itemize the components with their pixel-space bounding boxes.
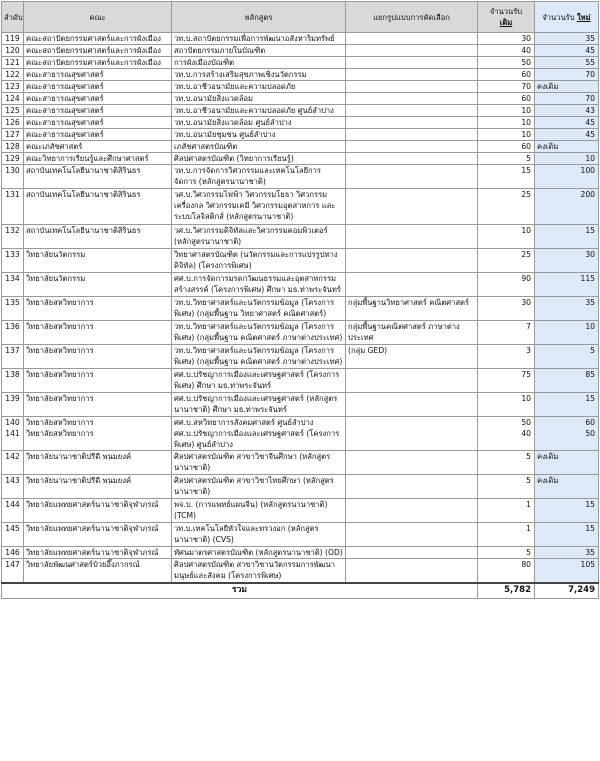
selection-group-cell bbox=[346, 249, 478, 273]
old-quota-cell: 5 bbox=[478, 451, 535, 475]
selection-group-cell bbox=[346, 369, 478, 393]
program-cell: วศ.บ.วิศวกรรมดิจิทัลและวิศวกรรมคอมพิวเตอร์ (หลักสูตรนานาชาติ) bbox=[172, 225, 346, 249]
header-new-quota-line2: ใหม่ bbox=[576, 12, 591, 22]
old-quota-cell: 80 bbox=[478, 559, 535, 583]
old-quota-cell: 5 bbox=[478, 153, 535, 165]
table-row bbox=[2, 153, 599, 165]
old-quota-cell: 60 bbox=[478, 93, 535, 105]
new-quota-cell: 45 bbox=[535, 117, 599, 129]
old-quota-cell: 15 bbox=[478, 165, 535, 189]
selection-group-cell bbox=[346, 81, 478, 93]
old-quota-cell: 60 bbox=[478, 69, 535, 81]
table-row bbox=[2, 141, 599, 153]
table-row bbox=[2, 57, 599, 69]
faculty-cell: วิทยาลัยสหวิทยาการ bbox=[24, 321, 172, 345]
table-row bbox=[2, 117, 599, 129]
faculty-cell: วิทยาลัยสหวิทยาการ bbox=[24, 297, 172, 321]
table-row bbox=[2, 93, 599, 105]
new-quota-cell: คงเดิม bbox=[535, 81, 599, 93]
new-quota-cell: 100 bbox=[535, 165, 599, 189]
program-cell: วท.บ.เทคโนโลยีหัวใจและทรวงอก (หลักสูตรนานาชาติ) (CVS) bbox=[172, 523, 346, 547]
header-new-quota bbox=[535, 2, 599, 33]
row-number: 145 bbox=[2, 523, 24, 547]
row-number: 147 bbox=[2, 559, 24, 583]
table-row bbox=[2, 81, 599, 93]
table-row bbox=[2, 417, 599, 451]
selection-group-cell bbox=[346, 45, 478, 57]
new-quota-cell: 15 bbox=[535, 225, 599, 249]
selection-group-cell bbox=[346, 129, 478, 141]
new-quota-cell: คงเดิม bbox=[535, 141, 599, 153]
new-quota-cell: 45 bbox=[535, 129, 599, 141]
selection-group-cell bbox=[346, 33, 478, 45]
program-cell: เภสัชศาสตรบัณฑิต bbox=[172, 141, 346, 153]
program-cell: วท.บ.วิทยาศาสตร์และนวัตกรรมข้อมูล (โครงการพิเศษ) (กลุ่มพื้นฐาน วิทยาศาสตร์ คณิตศาสตร์) bbox=[172, 297, 346, 321]
new-quota-cell: 15 bbox=[535, 523, 599, 547]
selection-group-cell bbox=[346, 69, 478, 81]
table-row bbox=[2, 499, 599, 523]
table-body bbox=[2, 33, 599, 599]
selection-group-cell bbox=[346, 523, 478, 547]
new-quota-cell: 35 bbox=[535, 547, 599, 559]
table-row bbox=[2, 273, 599, 297]
new-quota-cell: 55 bbox=[535, 57, 599, 69]
program-cell: ศศ.บ.การจัดการมรดกวัฒนธรรมและอุตสาหกรรมสร้างสรรค์ (โครงการพิเศษ) ศึกษา มธ.ท่าพระจันทร์ bbox=[172, 273, 346, 297]
old-quota-cell: 75 bbox=[478, 369, 535, 393]
table-row bbox=[2, 369, 599, 393]
table-row bbox=[2, 451, 599, 475]
faculty-cell: วิทยาลัยแพทยศาสตร์นานาชาติจุฬาภรณ์ bbox=[24, 547, 172, 559]
selection-group-cell bbox=[346, 273, 478, 297]
new-quota-cell: 10 bbox=[535, 321, 599, 345]
table-row bbox=[2, 345, 599, 369]
selection-group-cell bbox=[346, 417, 478, 451]
header-faculty: คณะ bbox=[24, 2, 172, 33]
new-quota-cell: 10 bbox=[535, 153, 599, 165]
old-quota-cell: 10 bbox=[478, 225, 535, 249]
table-header-row bbox=[2, 2, 599, 33]
faculty-cell: วิทยาลัยสหวิทยาการ bbox=[24, 393, 172, 417]
faculty-cell: คณะสาธารณสุขศาสตร์ bbox=[24, 117, 172, 129]
row-number: 146 bbox=[2, 547, 24, 559]
new-quota-cell: 15 bbox=[535, 499, 599, 523]
row-number: 144 bbox=[2, 499, 24, 523]
old-quota-cell: 3 bbox=[478, 345, 535, 369]
row-number: 120 bbox=[2, 45, 24, 57]
new-quota-cell: 85 bbox=[535, 369, 599, 393]
row-number: 133 bbox=[2, 249, 24, 273]
row-number: 121 bbox=[2, 57, 24, 69]
selection-group-cell bbox=[346, 189, 478, 225]
program-cell: วท.บ.อนามัยชุมชน ศูนย์ลำปาง bbox=[172, 129, 346, 141]
table-row bbox=[2, 559, 599, 583]
selection-group-cell bbox=[346, 141, 478, 153]
table-row bbox=[2, 69, 599, 81]
header-new-quota-line1: จำนวนรับ bbox=[542, 12, 575, 22]
program-cell: ศิลปศาสตรบัณฑิต สาขาวิชาไทยศึกษา (หลักสูตรนานาชาติ) bbox=[172, 475, 346, 499]
row-number: 138 bbox=[2, 369, 24, 393]
old-quota-cell: 40 bbox=[478, 45, 535, 57]
selection-group-cell bbox=[346, 57, 478, 69]
faculty-cell: คณะสาธารณสุขศาสตร์ bbox=[24, 105, 172, 117]
table-row bbox=[2, 105, 599, 117]
old-quota-cell: 50 bbox=[478, 57, 535, 69]
row-number: 126 bbox=[2, 117, 24, 129]
old-quota-cell: 5 bbox=[478, 547, 535, 559]
row-number: 137 bbox=[2, 345, 24, 369]
total-label: รวม bbox=[2, 583, 478, 599]
row-number: 130 bbox=[2, 165, 24, 189]
selection-group-cell bbox=[346, 105, 478, 117]
table-row bbox=[2, 129, 599, 141]
faculty-cell: วิทยาลัยสหวิทยาการ วิทยาลัยสหวิทยาการ bbox=[24, 417, 172, 451]
program-cell: วท.บ.อนามัยสิ่งแวดล้อม bbox=[172, 93, 346, 105]
row-number: 142 bbox=[2, 451, 24, 475]
row-number: 122 bbox=[2, 69, 24, 81]
faculty-cell: คณะสาธารณสุขศาสตร์ bbox=[24, 69, 172, 81]
new-quota-cell: 60 50 bbox=[535, 417, 599, 451]
program-cell: การผังเมืองบัณฑิต bbox=[172, 57, 346, 69]
program-cell: ทัศนมาตรศาสตรบัณฑิต (หลักสูตรนานาชาติ) (OD) bbox=[172, 547, 346, 559]
program-cell: พจ.บ. (การแพทย์แผนจีน) (หลักสูตรนานาชาติ) (TCM) bbox=[172, 499, 346, 523]
header-old-quota-line1: จำนวนรับ bbox=[489, 7, 523, 16]
header-old-quota-line2: เดิม bbox=[499, 18, 513, 27]
header-program: หลักสูตร bbox=[172, 2, 346, 33]
table-row bbox=[2, 475, 599, 499]
old-quota-cell: 7 bbox=[478, 321, 535, 345]
table-row bbox=[2, 393, 599, 417]
new-quota-cell: 70 bbox=[535, 93, 599, 105]
new-quota-cell: 200 bbox=[535, 189, 599, 225]
old-quota-cell: 5 bbox=[478, 475, 535, 499]
row-number: 135 bbox=[2, 297, 24, 321]
admission-quota-table bbox=[1, 1, 599, 599]
new-quota-cell: 43 bbox=[535, 105, 599, 117]
faculty-cell: สถาบันเทคโนโลยีนานาชาติสิรินธร bbox=[24, 189, 172, 225]
selection-group-cell bbox=[346, 547, 478, 559]
new-quota-cell: 5 bbox=[535, 345, 599, 369]
faculty-cell: วิทยาลัยสหวิทยาการ bbox=[24, 369, 172, 393]
old-quota-cell: 25 bbox=[478, 249, 535, 273]
row-number: 143 bbox=[2, 475, 24, 499]
table-row bbox=[2, 547, 599, 559]
faculty-cell: คณะสาธารณสุขศาสตร์ bbox=[24, 93, 172, 105]
program-cell: วท.บ.การสร้างเสริมสุขภาพเชิงนวัตกรรม bbox=[172, 69, 346, 81]
table-row bbox=[2, 33, 599, 45]
old-quota-cell: 10 bbox=[478, 129, 535, 141]
row-number: 136 bbox=[2, 321, 24, 345]
new-quota-cell: คงเดิม bbox=[535, 451, 599, 475]
new-quota-cell: 30 bbox=[535, 249, 599, 273]
program-cell: ศิลปศาสตรบัณฑิต (วิทยาการเรียนรู้) bbox=[172, 153, 346, 165]
program-cell: วท.บ.อนามัยสิ่งแวดล้อม ศูนย์ลำปาง bbox=[172, 117, 346, 129]
program-cell: ศิลปศาสตรบัณฑิต สาขาวิชานวัตกรรมการพัฒนามนุษย์และสังคม (โครงการพิเศษ) bbox=[172, 559, 346, 583]
row-number: 131 bbox=[2, 189, 24, 225]
header-old-quota bbox=[478, 2, 535, 33]
old-quota-cell: 10 bbox=[478, 105, 535, 117]
new-quota-cell: 105 bbox=[535, 559, 599, 583]
old-quota-cell: 90 bbox=[478, 273, 535, 297]
table-row bbox=[2, 45, 599, 57]
faculty-cell: คณะสถาปัตยกรรมศาสตร์และการผังเมือง bbox=[24, 33, 172, 45]
faculty-cell: คณะสถาปัตยกรรมศาสตร์และการผังเมือง bbox=[24, 45, 172, 57]
header-no: ลำดับ bbox=[2, 2, 24, 33]
new-quota-cell: 15 bbox=[535, 393, 599, 417]
faculty-cell: คณะวิทยาการเรียนรู้และศึกษาศาสตร์ bbox=[24, 153, 172, 165]
faculty-cell: วิทยาลัยสหวิทยาการ bbox=[24, 345, 172, 369]
faculty-cell: สถาบันเทคโนโลยีนานาชาติสิรินธร bbox=[24, 165, 172, 189]
program-cell: ศศ.บ.สหวิทยาการสังคมศาสตร์ ศูนย์ลำปาง ศศ.บ.ปรัชญาการเมืองและเศรษฐศาสตร์ (โครงการพิเศษ) ศูนย์ลำปาง bbox=[172, 417, 346, 451]
old-quota-cell: 30 bbox=[478, 297, 535, 321]
faculty-cell: คณะสาธารณสุขศาสตร์ bbox=[24, 81, 172, 93]
selection-group-cell: กลุ่มพื้นฐานคณิตศาสตร์ ภาษาต่างประเทศ bbox=[346, 321, 478, 345]
row-number: 132 bbox=[2, 225, 24, 249]
selection-group-cell bbox=[346, 225, 478, 249]
total-row bbox=[2, 583, 599, 599]
old-quota-cell: 10 bbox=[478, 117, 535, 129]
row-number: 128 bbox=[2, 141, 24, 153]
program-cell: ศศ.บ.ปรัชญาการเมืองและเศรษฐศาสตร์ (หลักสูตรนานาชาติ) ศึกษา มธ.ท่าพระจันทร์ bbox=[172, 393, 346, 417]
old-quota-cell: 50 40 bbox=[478, 417, 535, 451]
program-cell: วศ.บ.วิศวกรรมไฟฟ้า วิศวกรรมโยธา วิศวกรรมเครื่องกล วิศวกรรมเคมี วิศวกรรมอุตสาหการ และระบบโลจิสติกส์ (หลักสูตรนานาชาติ) bbox=[172, 189, 346, 225]
selection-group-cell bbox=[346, 165, 478, 189]
program-cell: ศิลปศาสตรบัณฑิต สาขาวิชาจีนศึกษา (หลักสูตรนานาชาติ) bbox=[172, 451, 346, 475]
row-number: 119 bbox=[2, 33, 24, 45]
old-quota-cell: 10 bbox=[478, 393, 535, 417]
selection-group-cell bbox=[346, 393, 478, 417]
table-row bbox=[2, 523, 599, 547]
new-quota-cell: 45 bbox=[535, 45, 599, 57]
new-quota-cell: 70 bbox=[535, 69, 599, 81]
selection-group-cell bbox=[346, 153, 478, 165]
program-cell: วท.บ.อาชีวอนามัยและความปลอดภัย bbox=[172, 81, 346, 93]
new-quota-cell: 35 bbox=[535, 297, 599, 321]
table-row bbox=[2, 189, 599, 225]
old-quota-cell: 70 bbox=[478, 81, 535, 93]
selection-group-cell: กลุ่มพื้นฐานวิทยาศาสตร์ คณิตศาสตร์ bbox=[346, 297, 478, 321]
new-quota-cell: 35 bbox=[535, 33, 599, 45]
faculty-cell: คณะสาธารณสุขศาสตร์ bbox=[24, 129, 172, 141]
new-quota-cell: คงเดิม bbox=[535, 475, 599, 499]
table-row bbox=[2, 225, 599, 249]
program-cell: วิทยาศาสตรบัณฑิต (นวัตกรรมและการแปรรูปทางดิจิทัล) (โครงการพิเศษ) bbox=[172, 249, 346, 273]
row-number: 127 bbox=[2, 129, 24, 141]
faculty-cell: วิทยาลัยพัฒนศาสตร์ป๋วยอึ๊งภากรณ์ bbox=[24, 559, 172, 583]
table-row bbox=[2, 165, 599, 189]
program-cell: วท.บ.การจัดการวิศวกรรมและเทคโนโลยีการจัดการ (หลักสูตรนานาชาติ) bbox=[172, 165, 346, 189]
program-cell: วท.บ.สถาปัตยกรรมเพื่อการพัฒนาอสังหาริมทรัพย์ bbox=[172, 33, 346, 45]
selection-group-cell bbox=[346, 559, 478, 583]
old-quota-cell: 60 bbox=[478, 141, 535, 153]
faculty-cell: วิทยาลัยแพทยศาสตร์นานาชาติจุฬาภรณ์ bbox=[24, 523, 172, 547]
total-old-quota: 5,782 bbox=[478, 583, 535, 599]
old-quota-cell: 25 bbox=[478, 189, 535, 225]
selection-group-cell bbox=[346, 93, 478, 105]
header-selection-group: แยกรูปแบบการคัดเลือก bbox=[346, 2, 478, 33]
row-number: 139 bbox=[2, 393, 24, 417]
row-number: 140 141 bbox=[2, 417, 24, 451]
selection-group-cell bbox=[346, 117, 478, 129]
table-row bbox=[2, 249, 599, 273]
faculty-cell: วิทยาลัยนวัตกรรม bbox=[24, 249, 172, 273]
faculty-cell: สถาบันเทคโนโลยีนานาชาติสิรินธร bbox=[24, 225, 172, 249]
row-number: 134 bbox=[2, 273, 24, 297]
old-quota-cell: 30 bbox=[478, 33, 535, 45]
faculty-cell: คณะเภสัชศาสตร์ bbox=[24, 141, 172, 153]
faculty-cell: คณะสถาปัตยกรรมศาสตร์และการผังเมือง bbox=[24, 57, 172, 69]
faculty-cell: วิทยาลัยแพทยศาสตร์นานาชาติจุฬาภรณ์ bbox=[24, 499, 172, 523]
selection-group-cell bbox=[346, 475, 478, 499]
program-cell: ศศ.บ.ปรัชญาการเมืองและเศรษฐศาสตร์ (โครงการพิเศษ) ศึกษา มธ.ท่าพระจันทร์ bbox=[172, 369, 346, 393]
faculty-cell: วิทยาลัยนวัตกรรม bbox=[24, 273, 172, 297]
old-quota-cell: 1 bbox=[478, 499, 535, 523]
old-quota-cell: 1 bbox=[478, 523, 535, 547]
program-cell: วท.บ.วิทยาศาสตร์และนวัตกรรมข้อมูล (โครงการพิเศษ) (กลุ่มพื้นฐาน คณิตศาสตร์ ภาษาต่างประเทศ) bbox=[172, 345, 346, 369]
row-number: 124 bbox=[2, 93, 24, 105]
program-cell: สถาปัตยกรรมภายในบัณฑิต bbox=[172, 45, 346, 57]
total-new-quota: 7,249 bbox=[535, 583, 599, 599]
table-row bbox=[2, 297, 599, 321]
selection-group-cell bbox=[346, 451, 478, 475]
selection-group-cell: (กลุ่ม GED) bbox=[346, 345, 478, 369]
selection-group-cell bbox=[346, 499, 478, 523]
row-number: 123 bbox=[2, 81, 24, 93]
row-number: 125 bbox=[2, 105, 24, 117]
program-cell: วท.บ.วิทยาศาสตร์และนวัตกรรมข้อมูล (โครงการพิเศษ) (กลุ่มพื้นฐาน คณิตศาสตร์ ภาษาต่างประเทศ) bbox=[172, 321, 346, 345]
table-row bbox=[2, 321, 599, 345]
new-quota-cell: 115 bbox=[535, 273, 599, 297]
program-cell: วท.บ.อาชีวอนามัยและความปลอดภัย ศูนย์ลำปาง bbox=[172, 105, 346, 117]
row-number: 129 bbox=[2, 153, 24, 165]
faculty-cell: วิทยาลัยนานาชาติปรีดี พนมยงค์ bbox=[24, 451, 172, 475]
faculty-cell: วิทยาลัยนานาชาติปรีดี พนมยงค์ bbox=[24, 475, 172, 499]
